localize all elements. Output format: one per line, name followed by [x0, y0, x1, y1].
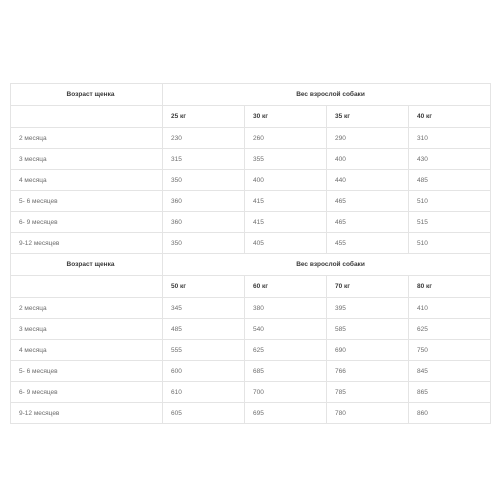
table-row: [11, 149, 491, 170]
grams-cell: 685: [245, 361, 327, 382]
table-header-row: [11, 254, 491, 276]
grams-cell: 510: [409, 191, 491, 212]
grams-cell: 380: [245, 298, 327, 319]
grams-cell: 485: [163, 319, 245, 340]
table-row: [11, 319, 491, 340]
table-row: [11, 403, 491, 424]
grams-cell: 350: [163, 233, 245, 254]
table-header-row: [11, 84, 491, 106]
empty-cell: [11, 106, 163, 128]
weight-header-cell: 80 кг: [409, 276, 491, 298]
age-cell: 2 месяца: [11, 128, 163, 149]
grams-cell: 400: [327, 149, 409, 170]
table-row: [11, 128, 491, 149]
grams-cell: 410: [409, 298, 491, 319]
age-cell: 9-12 месяцев: [11, 403, 163, 424]
feeding-table: [10, 83, 491, 424]
grams-cell: 585: [327, 319, 409, 340]
weight-header-cell: 25 кг: [163, 106, 245, 128]
age-column-header: Возраст щенка: [11, 254, 163, 276]
grams-cell: 455: [327, 233, 409, 254]
grams-cell: 515: [409, 212, 491, 233]
empty-cell: [11, 276, 163, 298]
grams-cell: 845: [409, 361, 491, 382]
grams-cell: 310: [409, 128, 491, 149]
grams-cell: 360: [163, 191, 245, 212]
grams-cell: 690: [327, 340, 409, 361]
grams-cell: 695: [245, 403, 327, 424]
grams-cell: 510: [409, 233, 491, 254]
age-cell: 5- 6 месяцев: [11, 361, 163, 382]
table-row: [11, 298, 491, 319]
table-row: [11, 191, 491, 212]
grams-cell: 785: [327, 382, 409, 403]
grams-cell: 440: [327, 170, 409, 191]
grams-cell: 415: [245, 212, 327, 233]
weight-column-header: Вес взрослой собаки: [163, 254, 491, 276]
grams-cell: 600: [163, 361, 245, 382]
grams-cell: 605: [163, 403, 245, 424]
grams-cell: 350: [163, 170, 245, 191]
weight-subheader-row: [11, 106, 491, 128]
grams-cell: 405: [245, 233, 327, 254]
grams-cell: 610: [163, 382, 245, 403]
grams-cell: 290: [327, 128, 409, 149]
weight-column-header: Вес взрослой собаки: [163, 84, 491, 106]
weight-header-cell: 35 кг: [327, 106, 409, 128]
grams-cell: 540: [245, 319, 327, 340]
grams-cell: 360: [163, 212, 245, 233]
grams-cell: 700: [245, 382, 327, 403]
age-cell: 4 месяца: [11, 340, 163, 361]
table-row: [11, 361, 491, 382]
age-cell: 5- 6 месяцев: [11, 191, 163, 212]
table-row: [11, 170, 491, 191]
feeding-table-container: [10, 83, 490, 424]
table-row: [11, 212, 491, 233]
grams-cell: 395: [327, 298, 409, 319]
grams-cell: 465: [327, 212, 409, 233]
weight-header-cell: 60 кг: [245, 276, 327, 298]
age-cell: 6- 9 месяцев: [11, 212, 163, 233]
age-cell: 9-12 месяцев: [11, 233, 163, 254]
grams-cell: 230: [163, 128, 245, 149]
age-cell: 6- 9 месяцев: [11, 382, 163, 403]
grams-cell: 345: [163, 298, 245, 319]
table-row: [11, 340, 491, 361]
weight-header-cell: 50 кг: [163, 276, 245, 298]
weight-header-cell: 70 кг: [327, 276, 409, 298]
table-row: [11, 233, 491, 254]
weight-subheader-row: [11, 276, 491, 298]
age-cell: 4 месяца: [11, 170, 163, 191]
grams-cell: 465: [327, 191, 409, 212]
grams-cell: 260: [245, 128, 327, 149]
grams-cell: 625: [245, 340, 327, 361]
grams-cell: 355: [245, 149, 327, 170]
table-row: [11, 382, 491, 403]
age-column-header: Возраст щенка: [11, 84, 163, 106]
age-cell: 3 месяца: [11, 149, 163, 170]
grams-cell: 780: [327, 403, 409, 424]
weight-header-cell: 40 кг: [409, 106, 491, 128]
grams-cell: 555: [163, 340, 245, 361]
grams-cell: 865: [409, 382, 491, 403]
grams-cell: 766: [327, 361, 409, 382]
grams-cell: 400: [245, 170, 327, 191]
grams-cell: 485: [409, 170, 491, 191]
grams-cell: 750: [409, 340, 491, 361]
weight-header-cell: 30 кг: [245, 106, 327, 128]
grams-cell: 315: [163, 149, 245, 170]
grams-cell: 860: [409, 403, 491, 424]
age-cell: 2 месяца: [11, 298, 163, 319]
grams-cell: 625: [409, 319, 491, 340]
age-cell: 3 месяца: [11, 319, 163, 340]
grams-cell: 415: [245, 191, 327, 212]
grams-cell: 430: [409, 149, 491, 170]
